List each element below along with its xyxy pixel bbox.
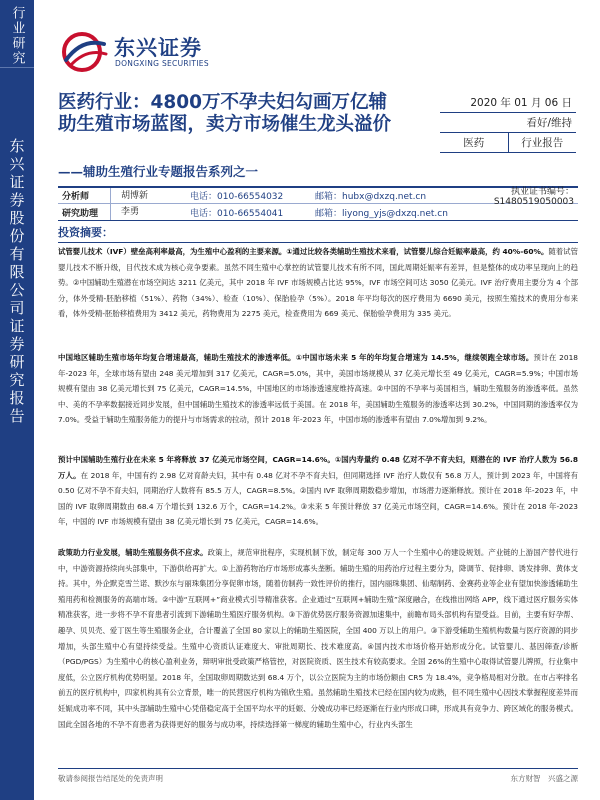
analyst-row [58, 187, 578, 207]
email-label: 邮箱： [315, 208, 343, 219]
rating-badge: 看好/维持 [440, 113, 576, 133]
logo-text-cn: 东兴证券 [114, 36, 202, 60]
email-value[interactable]: hubx@dxzq.net.cn [342, 192, 427, 202]
footer-slogan: 东方财智 兴盛之源 [510, 774, 578, 783]
analyst-email[interactable] [315, 206, 469, 219]
sidebar [0, 0, 34, 800]
report-category-label: 行业研究 [0, 4, 34, 68]
industry-tag: 医药 [440, 133, 509, 152]
analyst-phone [190, 206, 315, 219]
report-title: 医药行业：4800万不孕夫妇勾画万亿辅助生殖市场蓝图，卖方市场催生龙头溢价 [58, 92, 392, 135]
phone-label: 电话： [190, 208, 218, 219]
report-date: 2020 年 01 月 06 日 [440, 93, 576, 113]
phone-label: 电话： [190, 192, 218, 202]
company-logo [60, 30, 230, 74]
paragraph-lead: 政策助力行业发展，辅助生殖服务供不应求。 [58, 548, 208, 557]
paragraph-lead: 中国地区辅助生殖市场年均复合增速最高，辅助生殖技术的渗透率低。①中国市场未来 5 年的年均复合增速为 14.5%，继续领跑全球市场。 [58, 353, 534, 362]
analyst-table [58, 186, 578, 221]
paragraph-body: 随着试管婴儿技术不断升级，目代技术成为核心竞争要素。虽然不同生殖中心掌控的试管婴儿技术有所不同，国此周期妊娠率有差异，但是整体的成功率呈现向上的趋势。②中国辅助生殖潜在市场空间达 3211 亿美元，其中 2018 年 IVF 市场规模占比达 95%，IVF 市场空间可达 3050 亿美元。IVF 治疗费用主要分为 4 个部分，体外受精-胚胎移植（51%）、药物（34%）、检查（10%）、保胎验孕（5%）。2018 年平均每次的医疗费用为 6690 美元，按照生殖技术的费用分布来看，体外受精-胚胎移植费用为 3412 美元，药物费用为 2275 美元，检查费用为 669 美元、保胎验孕费用为 335 美元。 [58, 247, 578, 319]
summary-paragraph [58, 452, 578, 530]
analyst-role: 研究助理 [62, 208, 99, 219]
meta-tags [440, 133, 576, 153]
page-footer [58, 768, 578, 784]
analyst-email[interactable] [315, 189, 469, 202]
paragraph-body: 在 2018 年，中国有约 2.98 亿对育龄夫妇，其中有 0.48 亿对不孕不育夫妇，但同期选择 IVF 治疗人数仅有 56.8 万人，预计到 2023 年，中国将有 0.50 亿对不孕不育夫妇，同期治疗人数将有 85.5 万人，CAGR=8.5%。②国内 IVF 取卵周期数稳步增加，市场潜力逐渐释放。预计在 2018 年-2023 年，中国的 IVF 取卵周期数由 68.4 万个增长到 132.6 万个，CAGR=14.2%。③未来 5 年预计释放 37 亿美元市场空间，CAGR=14.6%。预计在 2018 年-2023 年，中国的 IVF 市场规模有望由 38 亿美元增长到 75 亿美元，CAGR=14.6%。 [58, 470, 578, 527]
phone-value: 010-66554041 [217, 208, 284, 219]
phone-value: 010-66554032 [217, 192, 284, 202]
report-series: ——辅助生殖行业专题报告系列之一 [58, 164, 259, 179]
paragraph-body: 预计在 2018 年-2023 年，全球市场有望由 248 美元增加到 317 亿美元，CAGR=5.0%，其中，美国市场规模从 37 亿美元增长至 49 亿美元，CAGR=5.9%；中国市场规模有望由 38 亿美元增长到 75 亿美元，CAGR=14.5%，中国地区的市场渗透速度维持高速。②中国的不孕率与美国相当，辅助生殖服务的渗透率低。虽然中、美的不孕率数据接近同步发展，但中国辅助生殖技术的渗透率远低于美国。在 2018 年，美国辅助生殖服务的渗透率达到 30.2%，中国同期的渗透率仅为 7.0%。受益于辅助生殖服务能力的提升与市场需求的拉动，预计 2018 年-2023 年，中国市场的渗透率有望由 7.0%增加到 9.2%。 [58, 353, 578, 425]
logo-mark-icon [60, 30, 110, 74]
summary-paragraph [58, 350, 578, 428]
firm-name-vertical: 东兴证券股份有限公司证券研究报告 [7, 138, 26, 426]
email-value[interactable]: liyong_yjs@dxzq.net.cn [342, 208, 448, 219]
analyst-cert: 执业证书编号：S1480519050003 [493, 187, 574, 207]
paragraph-lead: 预计中国辅助生殖行业在未来 5 年将释放 37 亿美元市场空间，CAGR=14.6%。①国内寿量约 0.48 亿对不孕不育夫妇，则潜在的 IVF 治疗人数为 56.8 万人。 [58, 455, 578, 480]
paragraph-body: 政策上，规范审批程序，实现机制下放，制定每 300 万人一个生殖中心的建设规划。产业链的上游国产替代进行中，中游资源持续向头部集中，下游供给再扩大。①上游药物治疗市场形成寡头垄断。辅助生殖的用药治疗过程主要分为，降调节、促排卵、诱发排卵、黄体支持。其中，外企默克雪兰诺、默沙东与丽珠集团分享促卵市场，随着仿制药一致性评价的推行，国内丽珠集团、仙琚制药、金赛药业等企业有望加快渗透辅助生殖用药和检测服务的高端市场。②中游“互联网+”商业模式引导精准获客。企业通过“互联网+辅助生殖”深度融合，在线推出网络 APP，线下通过医疗服务实体精准获客，进一步将不孕不育患者引流到下游辅助生殖医疗服务机构。③下游优势医疗服务资源加速集中，前瞻布局头部机构有望受益。目前，主要有好孕帮、趣孕、贝贝壳、爱丁医生等生殖服务企业，合计覆盖了全国 80 家以上的辅助生殖医院，全国 400 万以上的用户。③下游受辅助生殖机构数量与医疗资源的同步增加，头部生殖中心有望持续受益。生殖中心资质认证难度大、审批周期长、技术难度高。④国内技术市场价格开始形成分化。试管婴儿、基因筛查/诊断（PGD/PGS）为生殖中心的核心盈利业务，辩明审批受政策严格管控，对医院资质、医生技术有较高要求。全国 26%的生殖中心取得试管婴儿牌照，行业集中度低，公立医疗机构优势明显。2018 年，全国取卵周期数达到 68.4 万个，以公立医院为主的市场份额由 CR5 为 18.4%，竞争格局相对分散。在市占率排名前五的医疗机构中，四家机构具有公立背景，唯一的民营医疗机构为锦欣生殖。虽然辅助生殖技术已经在国内较为成熟，但不同生殖中心因技术掌握程度差异而妊娠成功率不同，其中头部辅助生殖中心凭借稳定高于全国平均水平的妊娠、分娩成功率已经逐渐在行业内形成口碑，形成具有竞争力、跨区域化的服务模式。国此全国各地的不孕不育患者为获得更好的服务与成功率，持续选择第一梯度的辅助生殖中心，行业内头部生 [58, 548, 578, 729]
report-meta [440, 93, 576, 153]
analyst-phone [190, 189, 315, 202]
summary-paragraph [58, 545, 578, 763]
analyst-name: 胡博新 [110, 188, 190, 204]
paragraph-lead: 试管婴儿技术（IVF）壁垒高利率最高，为生殖中心盈利的主要来源。①通过比较各类辅助生殖技术来看，试管婴儿综合妊娠率最高，约 40%-60%。 [58, 247, 549, 256]
analyst-role: 分析师 [62, 192, 90, 202]
summary-heading: 投资摘要： [58, 224, 578, 243]
analyst-name: 李勇 [110, 204, 190, 220]
logo-text-en: DONGXING SECURITIES [115, 59, 209, 68]
report-type-tag: 行业报告 [521, 137, 564, 149]
email-label: 邮箱： [315, 192, 343, 202]
summary-paragraph [58, 244, 578, 322]
disclaimer-note: 敬请参阅报告结尾处的免责声明 [58, 774, 163, 783]
